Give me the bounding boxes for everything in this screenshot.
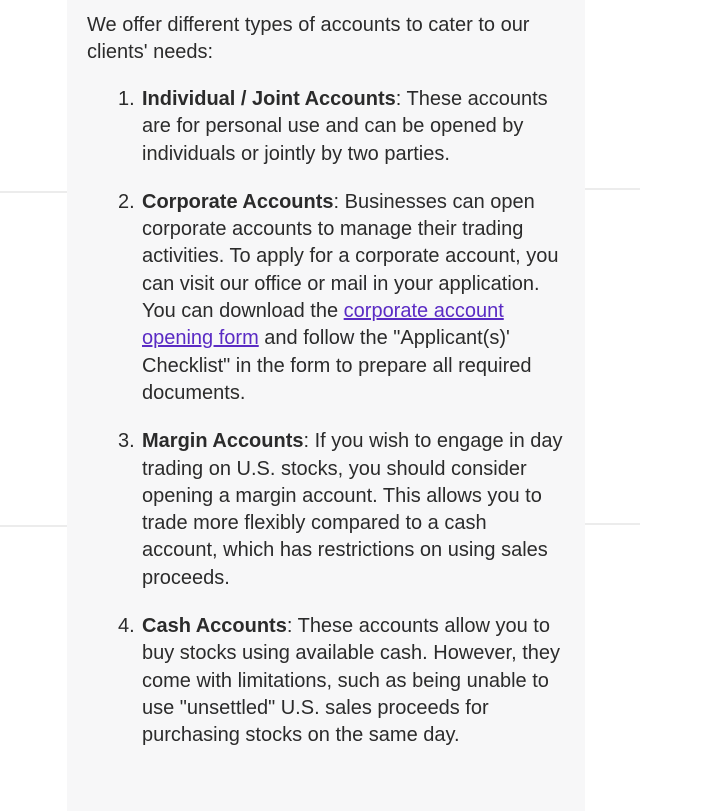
account-description-continued: and follow the "Applicant(s)' Checklist" in the form to prepare all required documents.	[142, 327, 532, 404]
account-description: : If you wish to engage in day trading on U.S. stocks, you should consider opening a margin account. This allows you to trade more flexibly compared to a cash account, which has restrictions on using sales proceeds.	[142, 430, 563, 589]
divider	[585, 523, 640, 525]
account-description: : These accounts are for personal use and can be opened by individuals or jointly by two parties.	[142, 88, 548, 165]
list-number: 4.	[118, 615, 135, 638]
list-item-individual-joint	[87, 86, 565, 168]
list-item-cash	[87, 613, 565, 749]
account-term: Cash Accounts	[142, 615, 287, 638]
list-item-corporate	[87, 189, 565, 407]
corporate-form-link[interactable]: corporate account opening form	[142, 300, 504, 350]
divider	[0, 525, 67, 527]
list-number: 2.	[118, 190, 135, 213]
list-number: 1.	[118, 88, 135, 110]
list-number: 3.	[118, 430, 135, 453]
list-item-margin	[87, 428, 565, 592]
account-term: Margin Accounts	[142, 430, 304, 453]
account-term: Corporate Accounts	[142, 190, 334, 213]
divider	[585, 188, 640, 190]
account-description: : Businesses can open corporate accounts to manage their trading activities. To apply for a corporate account, you can visit our office or mail in your application. You can download the	[142, 190, 559, 323]
divider	[0, 191, 67, 193]
intro-text: We offer different types of accounts to cater to our clients' needs:	[87, 14, 530, 63]
message-panel	[67, 0, 585, 811]
account-types-list	[87, 86, 565, 750]
account-description: : These accounts allow you to buy stocks using available cash. However, they come with limitations, such as being unable to use "unsettled" U.S. sales proceeds for purchasing stocks on the same day.	[142, 615, 560, 747]
account-term: Individual / Joint Accounts	[142, 88, 396, 110]
